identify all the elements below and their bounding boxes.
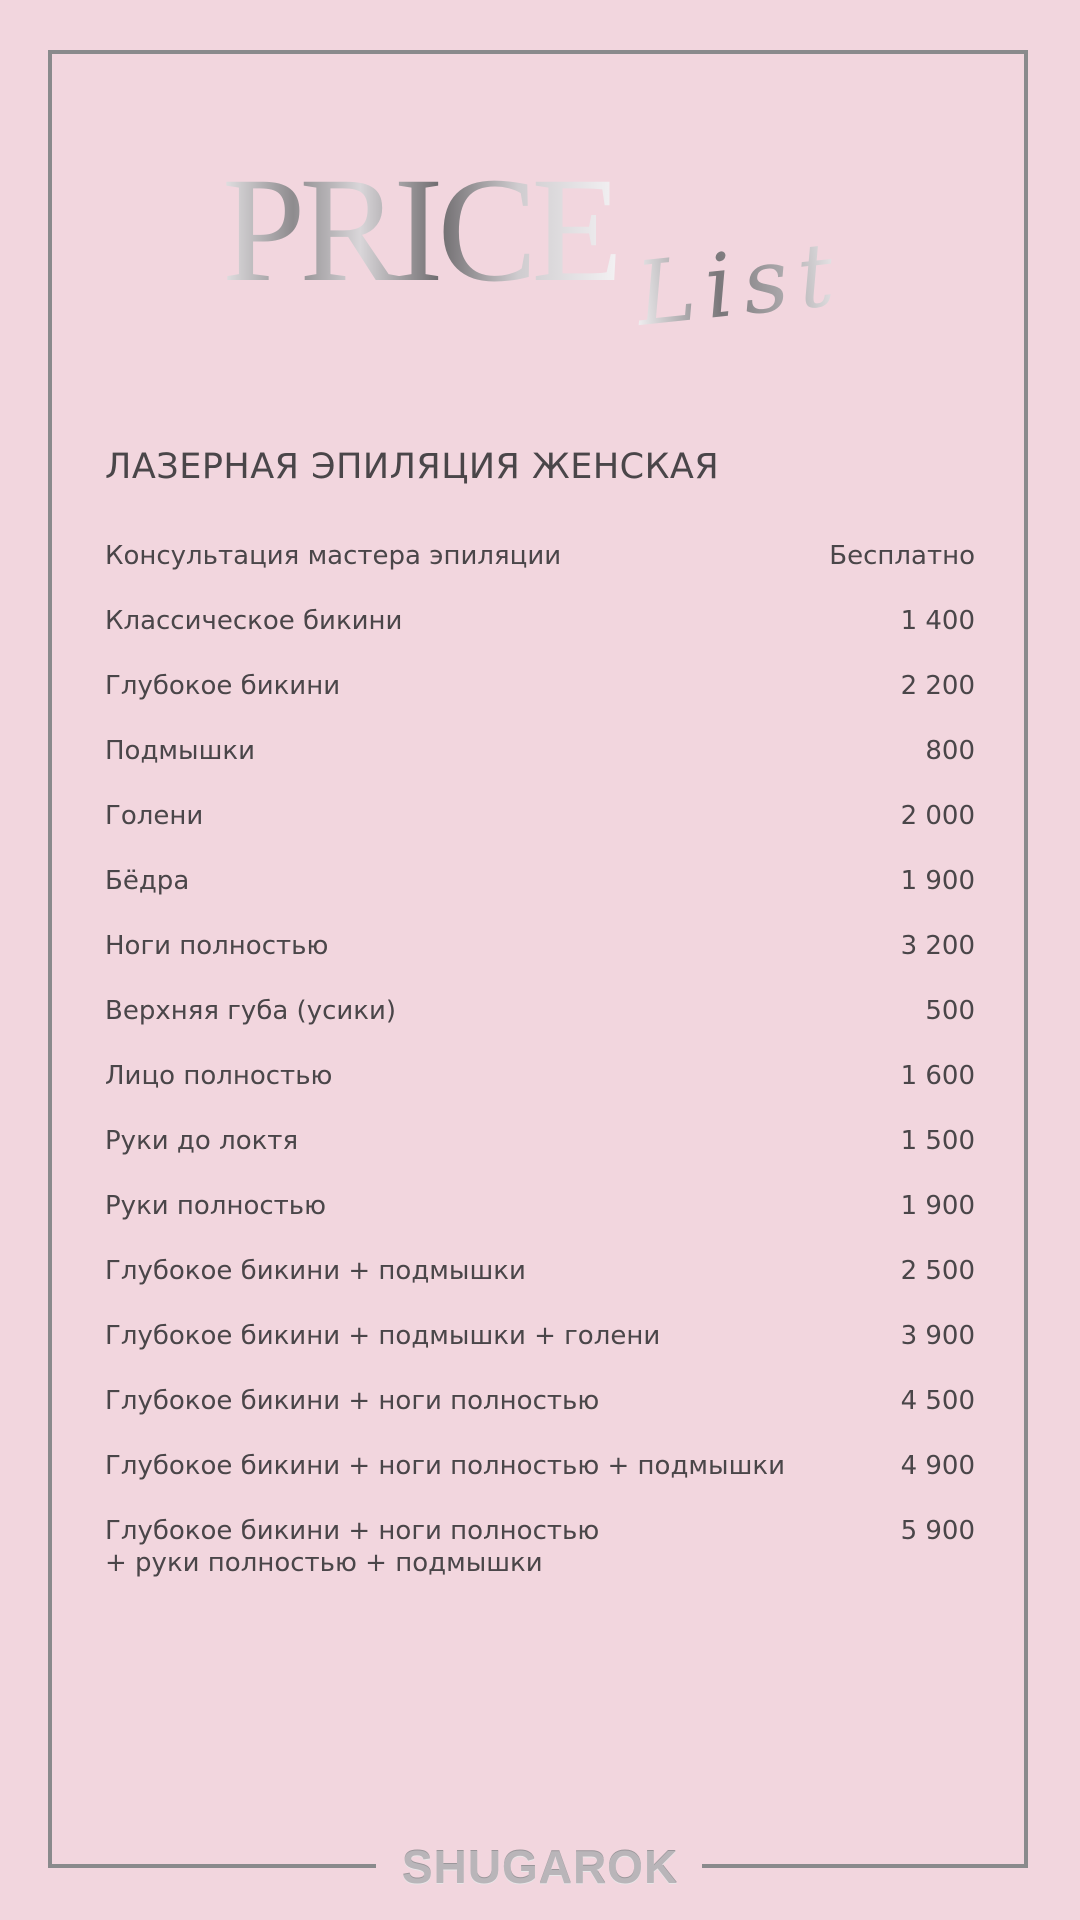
service-name: Консультация мастера эпиляции bbox=[105, 541, 562, 571]
price-row bbox=[105, 995, 975, 1060]
price-row bbox=[105, 1450, 975, 1515]
service-name: Лицо полностью bbox=[105, 1061, 333, 1091]
service-name: Глубокое бикини + подмышки bbox=[105, 1256, 526, 1286]
service-price: 1 900 bbox=[900, 1191, 975, 1221]
price-row bbox=[105, 670, 975, 735]
service-price: 2 500 bbox=[900, 1256, 975, 1286]
service-price: 2 200 bbox=[900, 671, 975, 701]
service-name: Голени bbox=[105, 801, 204, 831]
service-price: 800 bbox=[925, 736, 975, 766]
service-name: Глубокое бикини + ноги полностью + руки полностью + подмышки bbox=[105, 1516, 600, 1578]
service-name: Подмышки bbox=[105, 736, 255, 766]
price-row bbox=[105, 1385, 975, 1450]
service-name: Классическое бикини bbox=[105, 606, 403, 636]
service-name: Глубокое бикини + ноги полностью + подмышки bbox=[105, 1451, 785, 1481]
service-price: 2 000 bbox=[900, 801, 975, 831]
service-price: 5 900 bbox=[900, 1516, 975, 1546]
price-row bbox=[105, 800, 975, 865]
price-row bbox=[105, 605, 975, 670]
service-name: Глубокое бикини + ноги полностью bbox=[105, 1386, 600, 1416]
service-price: 3 200 bbox=[900, 931, 975, 961]
service-price: 4 500 bbox=[900, 1386, 975, 1416]
price-row bbox=[105, 1255, 975, 1320]
price-row bbox=[105, 930, 975, 995]
service-price: 1 500 bbox=[900, 1126, 975, 1156]
section-title: ЛАЗЕРНАЯ ЭПИЛЯЦИЯ ЖЕНСКАЯ bbox=[105, 447, 720, 487]
service-name: Глубокое бикини + подмышки + голени bbox=[105, 1321, 661, 1351]
price-row bbox=[105, 1515, 975, 1580]
service-price: 1 900 bbox=[900, 866, 975, 896]
service-price: 1 400 bbox=[900, 606, 975, 636]
service-price: 4 900 bbox=[900, 1451, 975, 1481]
service-name: Ноги полностью bbox=[105, 931, 329, 961]
service-name: Глубокое бикини bbox=[105, 671, 341, 701]
brand-logo: SHUGAROK bbox=[401, 1841, 679, 1893]
service-name: Руки до локтя bbox=[105, 1126, 299, 1156]
price-list-logo bbox=[0, 0, 1080, 400]
service-name: Верхняя губа (усики) bbox=[105, 996, 397, 1026]
price-row bbox=[105, 865, 975, 930]
price-row bbox=[105, 1190, 975, 1255]
service-price: 500 bbox=[925, 996, 975, 1026]
service-name: Бёдра bbox=[105, 866, 190, 896]
service-name: Руки полностью bbox=[105, 1191, 327, 1221]
price-row bbox=[105, 1060, 975, 1125]
list-script-text: List bbox=[631, 221, 849, 346]
price-row bbox=[105, 1320, 975, 1385]
price-row bbox=[105, 540, 975, 605]
price-row bbox=[105, 1125, 975, 1190]
service-price: 3 900 bbox=[900, 1321, 975, 1351]
service-price: 1 600 bbox=[900, 1061, 975, 1091]
price-list bbox=[105, 540, 975, 1580]
price-title-text: PRICE bbox=[222, 147, 618, 313]
service-price: Бесплатно bbox=[829, 541, 975, 571]
price-row bbox=[105, 735, 975, 800]
